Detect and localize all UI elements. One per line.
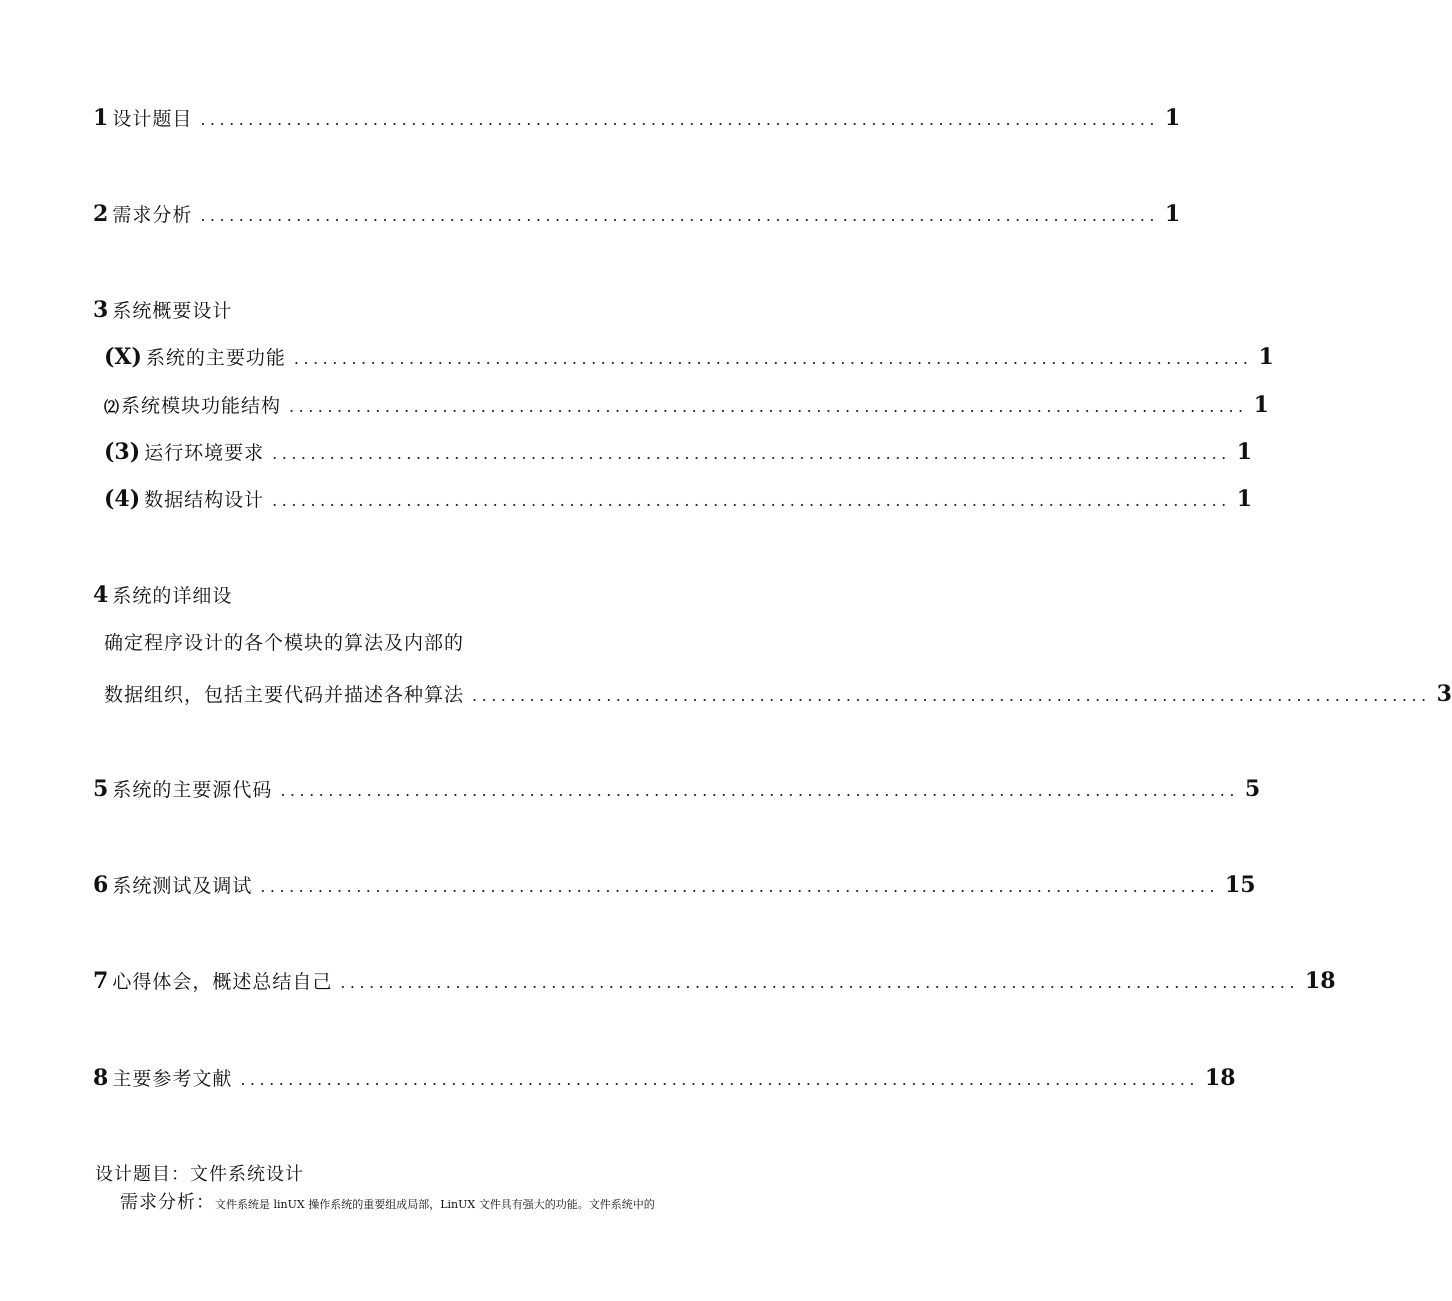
requirements-paragraph bbox=[120, 1188, 655, 1214]
dot-leader: .................................................................................................... bbox=[200, 110, 1159, 129]
toc-number: 6 bbox=[93, 872, 109, 898]
requirements-label: 需求分析： bbox=[120, 1192, 215, 1213]
dot-leader: .................................................................................................... bbox=[240, 1070, 1199, 1089]
toc-number: (4) bbox=[104, 486, 141, 512]
toc-title: 系统的主要源代码 bbox=[112, 779, 273, 801]
toc-number: 1 bbox=[93, 105, 109, 131]
toc-item-reflection[interactable] bbox=[93, 967, 1336, 994]
toc-page-number: 3 bbox=[1436, 681, 1452, 707]
toc-title: 数据组织，包括主要代码并描述各种算法 bbox=[104, 684, 465, 706]
toc-title: 设计题目 bbox=[112, 108, 193, 130]
toc-title: 心得体会，概述总结自己 bbox=[112, 971, 333, 993]
dot-leader: .................................................................................................... bbox=[472, 686, 1431, 705]
dot-leader: .................................................................................................... bbox=[200, 206, 1159, 225]
toc-detail-line-1: 确定程序设计的各个模块的算法及内部的 bbox=[104, 632, 465, 654]
toc-page-number: 18 bbox=[1304, 968, 1336, 994]
toc-item-runtime-env[interactable] bbox=[104, 438, 1253, 465]
dot-leader: .................................................................................................... bbox=[340, 973, 1299, 992]
toc-item-requirements[interactable] bbox=[93, 200, 1181, 227]
toc-title: 主要参考文献 bbox=[112, 1068, 233, 1090]
toc-number: 8 bbox=[93, 1065, 109, 1091]
toc-title: 系统概要设计 bbox=[112, 300, 233, 322]
toc-item-design-topic[interactable] bbox=[93, 104, 1181, 131]
toc-number: (3) bbox=[104, 439, 141, 465]
toc-title: 系统的详细设 bbox=[112, 585, 233, 607]
toc-number: 7 bbox=[93, 968, 109, 994]
dot-leader: .................................................................................................... bbox=[272, 444, 1231, 463]
toc-page-number: 18 bbox=[1204, 1065, 1236, 1091]
toc-page-number: 1 bbox=[1164, 201, 1181, 227]
toc-number: 2 bbox=[93, 201, 109, 227]
toc-number: (X) bbox=[104, 344, 142, 370]
toc-item-detailed-design[interactable] bbox=[93, 581, 232, 608]
dot-leader: .................................................................................................... bbox=[289, 397, 1248, 416]
toc-page-number: 1 bbox=[1236, 439, 1253, 465]
dot-leader: .................................................................................................... bbox=[260, 877, 1219, 896]
toc-item-references[interactable] bbox=[93, 1064, 1236, 1091]
toc-number: 5 bbox=[93, 776, 109, 802]
toc-item-source-code[interactable] bbox=[93, 775, 1261, 802]
design-topic-heading: 设计题目：文件系统设计 bbox=[95, 1164, 304, 1185]
toc-page-number: 15 bbox=[1224, 872, 1256, 898]
toc-number: 3 bbox=[93, 297, 109, 323]
toc-item-outline-design[interactable] bbox=[93, 296, 232, 323]
toc-page-number: 1 bbox=[1236, 486, 1253, 512]
dot-leader: .................................................................................................... bbox=[272, 491, 1231, 510]
toc-item-detail-line-2[interactable] bbox=[104, 680, 1452, 707]
dot-leader: .................................................................................................... bbox=[280, 781, 1239, 800]
toc-page-number: 1 bbox=[1253, 392, 1269, 418]
toc-item-main-functions[interactable] bbox=[104, 343, 1274, 370]
toc-title: 系统模块功能结构 bbox=[121, 395, 282, 417]
toc-title: 数据结构设计 bbox=[144, 489, 265, 511]
requirements-text: 文件系统是 linUX 操作系统的重要组成局部，LinUX 文件具有强大的功能。文件系统中的 bbox=[215, 1198, 655, 1211]
toc-number: ⑵ bbox=[104, 398, 120, 416]
dot-leader: .................................................................................................... bbox=[293, 349, 1253, 368]
toc-item-module-structure[interactable] bbox=[104, 391, 1269, 418]
toc-title: 系统测试及调试 bbox=[112, 875, 253, 897]
toc-page-number: 1 bbox=[1258, 344, 1274, 370]
toc-item-data-structure[interactable] bbox=[104, 485, 1253, 512]
toc-title: 运行环境要求 bbox=[144, 442, 265, 464]
toc-page-number: 5 bbox=[1244, 776, 1261, 802]
toc-page-number: 1 bbox=[1164, 105, 1181, 131]
toc-item-testing[interactable] bbox=[93, 871, 1256, 898]
toc-title: 系统的主要功能 bbox=[145, 347, 286, 369]
toc-number: 4 bbox=[93, 582, 109, 608]
toc-title: 需求分析 bbox=[112, 204, 193, 226]
